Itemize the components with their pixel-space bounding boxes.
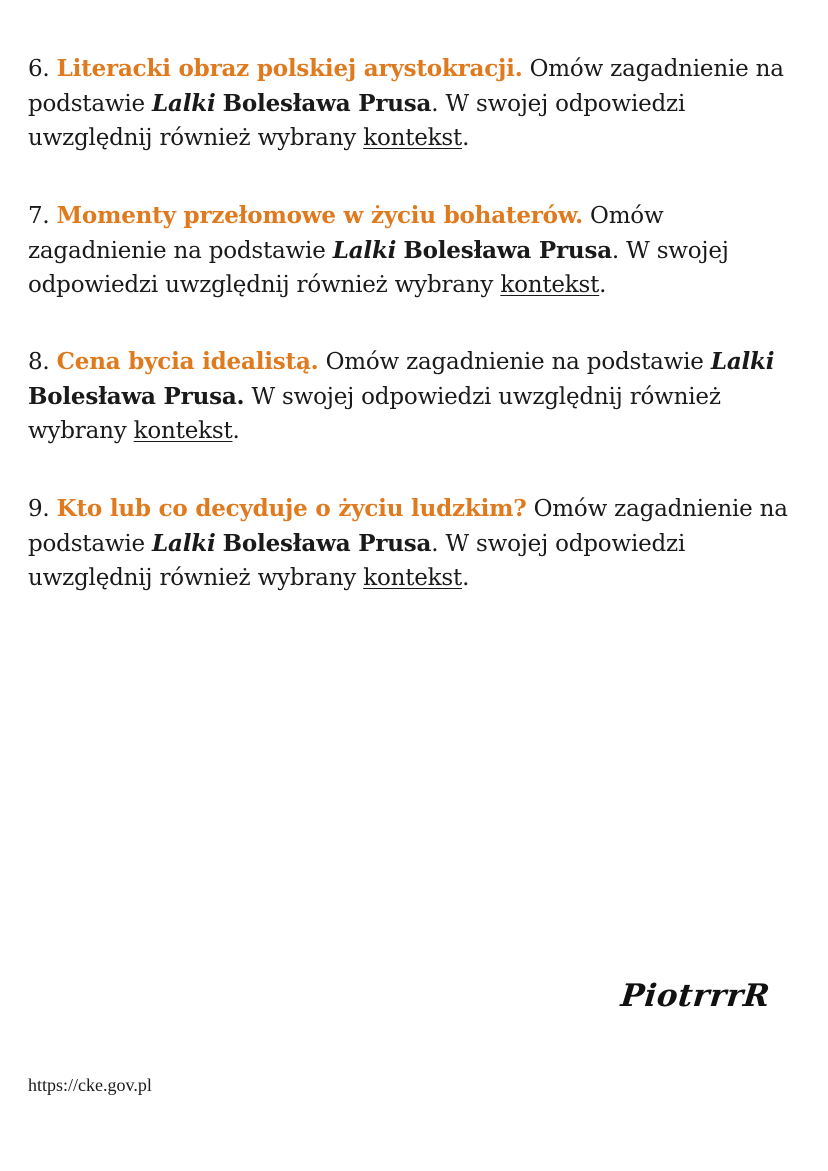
book-author: Bolesława Prusa xyxy=(222,529,432,557)
topic-instruction: Omów zagadnienie na podstawie xyxy=(325,349,704,375)
context-link[interactable]: kontekst xyxy=(363,125,463,151)
sentence-end: . xyxy=(232,418,240,444)
topic-instruction-rest: . W swojej odpowiedzi uwzględnij również wybrany xyxy=(28,237,729,298)
topic-instruction-rest: . W swojej odpowiedzi uwzględnij również wybrany xyxy=(28,90,686,151)
context-link[interactable]: kontekst xyxy=(363,565,463,591)
topic-title: Cena bycia idealistą. xyxy=(56,348,319,375)
topic-title: Momenty przełomowe w życiu bohaterów. xyxy=(56,202,583,229)
sentence-end: . xyxy=(462,565,470,591)
book-title: Lalki xyxy=(152,529,216,557)
topic-title: Kto lub co decyduje o życiu ludzkim? xyxy=(56,495,527,522)
source-url: https://cke.gov.pl xyxy=(28,1075,152,1095)
essay-topic-6 xyxy=(28,52,798,156)
essay-topic-7 xyxy=(28,199,798,303)
topic-number: 9. xyxy=(28,496,50,522)
book-author: Bolesława Prusa. xyxy=(28,382,245,410)
author-signature: PiotrrrR xyxy=(619,978,772,1014)
topic-instruction: Omów zagadnienie na podstawie xyxy=(28,56,784,117)
topic-number: 6. xyxy=(28,56,50,82)
sentence-end: . xyxy=(599,272,607,298)
book-title: Lalki xyxy=(152,89,216,117)
essay-topic-8 xyxy=(28,345,798,449)
book-author: Bolesława Prusa xyxy=(403,236,612,264)
book-title: Lalki xyxy=(332,236,397,264)
book-author: Bolesława Prusa xyxy=(222,89,432,117)
topic-number: 8. xyxy=(28,349,50,375)
topic-instruction-rest: W swojej odpowiedzi uwzględnij również wybrany xyxy=(28,383,721,444)
book-title: Lalki xyxy=(710,348,775,375)
topic-title: Literacki obraz polskiej arystokracji. xyxy=(56,55,523,82)
topic-instruction: Omów zagadnienie na podstawie xyxy=(28,496,788,557)
essay-topic-9 xyxy=(28,492,798,596)
context-link[interactable]: kontekst xyxy=(133,418,233,444)
topic-number: 7. xyxy=(28,203,50,229)
topic-instruction-rest: . W swojej odpowiedzi uwzględnij również wybrany xyxy=(28,530,686,591)
topic-instruction: Omów zagadnienie na podstawie xyxy=(28,203,664,264)
context-link[interactable]: kontekst xyxy=(500,272,600,298)
sentence-end: . xyxy=(462,125,470,151)
